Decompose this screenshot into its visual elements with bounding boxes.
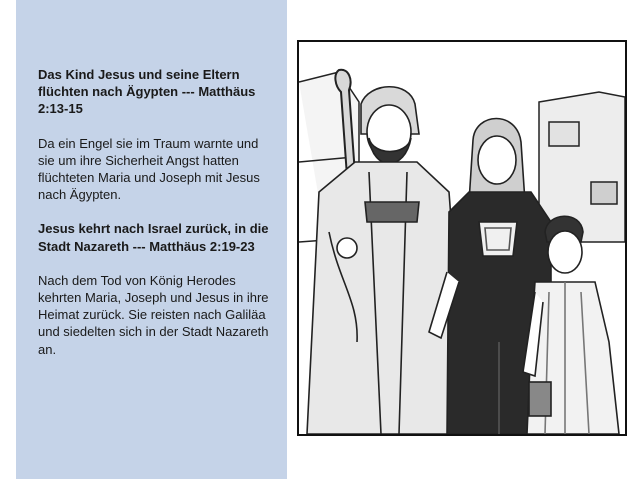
text-panel	[16, 0, 287, 479]
text-content	[38, 66, 278, 375]
section2-body: Nach dem Tod von König Herodes kehrten Maria, Joseph und Jesus in ihre Heimat zurück. Sie reisten nach Galiläa und siedelten sich in der Stadt Nazareth an.	[38, 272, 269, 357]
section1-body: Da ein Engel sie im Traum warnte und sie um ihre Sicherheit Angst hatten flüchteten Maria und Joseph mit Jesus nach Ägypten.	[38, 135, 260, 203]
section1-heading: Das Kind Jesus und seine Eltern flüchten nach Ägypten --- Matthäus 2:13-15	[38, 67, 256, 117]
holy-family-illustration	[297, 40, 627, 436]
holy-family-drawing	[299, 42, 625, 434]
section2-heading: Jesus kehrt nach Israel zurück, in die Stadt Nazareth --- Matthäus 2:19-23	[38, 221, 269, 254]
